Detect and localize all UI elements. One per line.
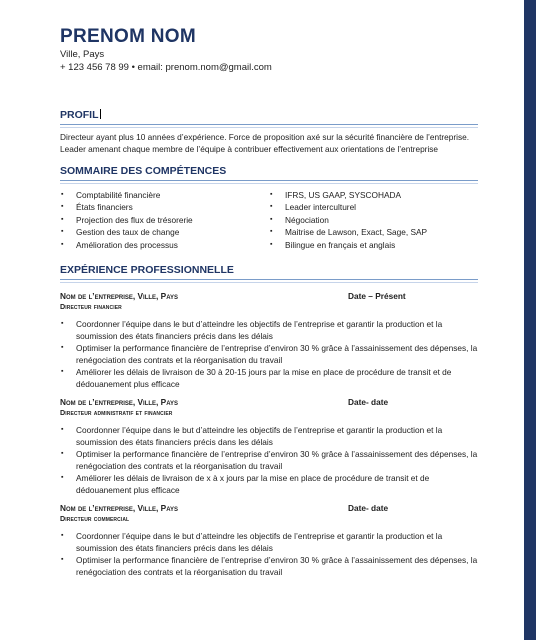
job-header bbox=[60, 291, 478, 302]
job-role: Directeur financier bbox=[60, 302, 122, 312]
job-company: Nom de l’entreprise, Ville, Pays bbox=[60, 397, 178, 408]
skill-item: ▪ Leader interculturel bbox=[269, 201, 478, 213]
skill-item: ▪ Amélioration des processus bbox=[60, 239, 269, 251]
skill-item: ▪ Négociation bbox=[269, 214, 478, 226]
experience-heading: EXPÉRIENCE PROFESSIONNELLE bbox=[60, 264, 234, 277]
profile-section bbox=[60, 108, 478, 155]
contact-line: + 123 456 78 99 • email: prenom.nom@gmail.com bbox=[60, 62, 272, 73]
section-rule bbox=[60, 124, 478, 125]
profile-text: Directeur ayant plus 10 années d’expérience. Force de proposition axé sur la sécurité financière de l’entreprise. Leader amenant chaque membre de l’équipe à contribuer effectivement aux orientations de l’entreprise bbox=[60, 132, 470, 154]
skills-list bbox=[60, 189, 478, 251]
job-header bbox=[60, 397, 478, 408]
job-bullet: ▪ Coordonner l’équipe dans le but d’atteindre les objectifs de l’entreprise et garantir la production et la soumission des états financiers précis dans les délais bbox=[60, 530, 478, 554]
job-bullet: ▪ Améliorer les délais de livraison de 30 à 20-15 jours par la mise en place de procédure de transit et de dédouanement plus efficace bbox=[60, 366, 478, 390]
job-bullet: ▪ Coordonner l’équipe dans le but d’atteindre les objectifs de l’entreprise et garantir la production et la soumission des états financiers précis dans les délais bbox=[60, 424, 478, 448]
resume bbox=[60, 26, 478, 578]
job-date: Date- date bbox=[348, 503, 389, 514]
section-rule-secondary bbox=[60, 183, 478, 184]
text-cursor bbox=[100, 109, 101, 119]
skill-item: ▪ États financiers bbox=[60, 201, 269, 213]
experience-section bbox=[60, 263, 478, 578]
job-list bbox=[60, 291, 478, 578]
job-bullets bbox=[60, 318, 478, 390]
job-role: Directeur administratif et financier bbox=[60, 408, 173, 418]
job-date: Date- date bbox=[348, 397, 389, 408]
profile-heading-text: PROFIL bbox=[60, 109, 99, 121]
job-bullet: ▪ Optimiser la performance financière de l’entreprise d’environ 30 % grâce à l’assainissement des dépenses, la renégociation des contrats et la réorganisation du travail bbox=[60, 554, 478, 578]
section-rule-secondary bbox=[60, 282, 478, 283]
skill-item: ▪ Bilingue en français et anglais bbox=[269, 239, 478, 251]
skill-item: ▪ Maitrise de Lawson, Exact, Sage, SAP bbox=[269, 226, 478, 238]
skills-heading: SOMMAIRE DES COMPÉTENCES bbox=[60, 165, 227, 177]
job-company: Nom de l’entreprise, Ville, Pays bbox=[60, 503, 178, 514]
section-rule-secondary bbox=[60, 127, 478, 128]
section-rule bbox=[60, 180, 478, 181]
section-rule bbox=[60, 279, 478, 280]
skills-column-left bbox=[60, 189, 269, 251]
profile-heading bbox=[60, 108, 478, 122]
location: Ville, Pays bbox=[60, 49, 105, 60]
job-bullets bbox=[60, 424, 478, 496]
skills-section bbox=[60, 164, 478, 251]
skill-item: ▪ IFRS, US GAAP, SYSCOHADA bbox=[269, 189, 478, 201]
job-header bbox=[60, 503, 478, 514]
skill-item: ▪ Gestion des taux de change bbox=[60, 226, 269, 238]
job-bullets bbox=[60, 530, 478, 578]
skills-column-right bbox=[269, 189, 478, 251]
job-entry bbox=[60, 503, 478, 578]
candidate-name: PRENOM NOM bbox=[60, 26, 196, 47]
job-entry bbox=[60, 291, 478, 390]
job-bullet: ▪ Optimiser la performance financière de l’entreprise d’environ 30 % grâce à l’assainissement des dépenses, la renégociation des contrats et la réorganisation du travail bbox=[60, 342, 478, 366]
skill-item: ▪ Projection des flux de trésorerie bbox=[60, 214, 269, 226]
skill-item: ▪ Comptabilité financière bbox=[60, 189, 269, 201]
job-role: Directeur commercial bbox=[60, 514, 130, 524]
job-entry bbox=[60, 397, 478, 496]
job-bullet: ▪ Améliorer les délais de livraison de x à x jours par la mise en place de procédure de transit et de dédouanement plus efficace bbox=[60, 472, 478, 496]
page-edge-bar bbox=[524, 0, 536, 640]
job-bullet: ▪ Optimiser la performance financière de l’entreprise d’environ 30 % grâce à l’assainissement des dépenses, la renégociation des contrats et la réorganisation du travail bbox=[60, 448, 478, 472]
job-company: Nom de l’entreprise, Ville, Pays bbox=[60, 291, 178, 302]
job-bullet: ▪ Coordonner l’équipe dans le but d’atteindre les objectifs de l’entreprise et garantir la production et la soumission des états financiers précis dans les délais bbox=[60, 318, 478, 342]
job-date: Date – Présent bbox=[348, 291, 406, 302]
